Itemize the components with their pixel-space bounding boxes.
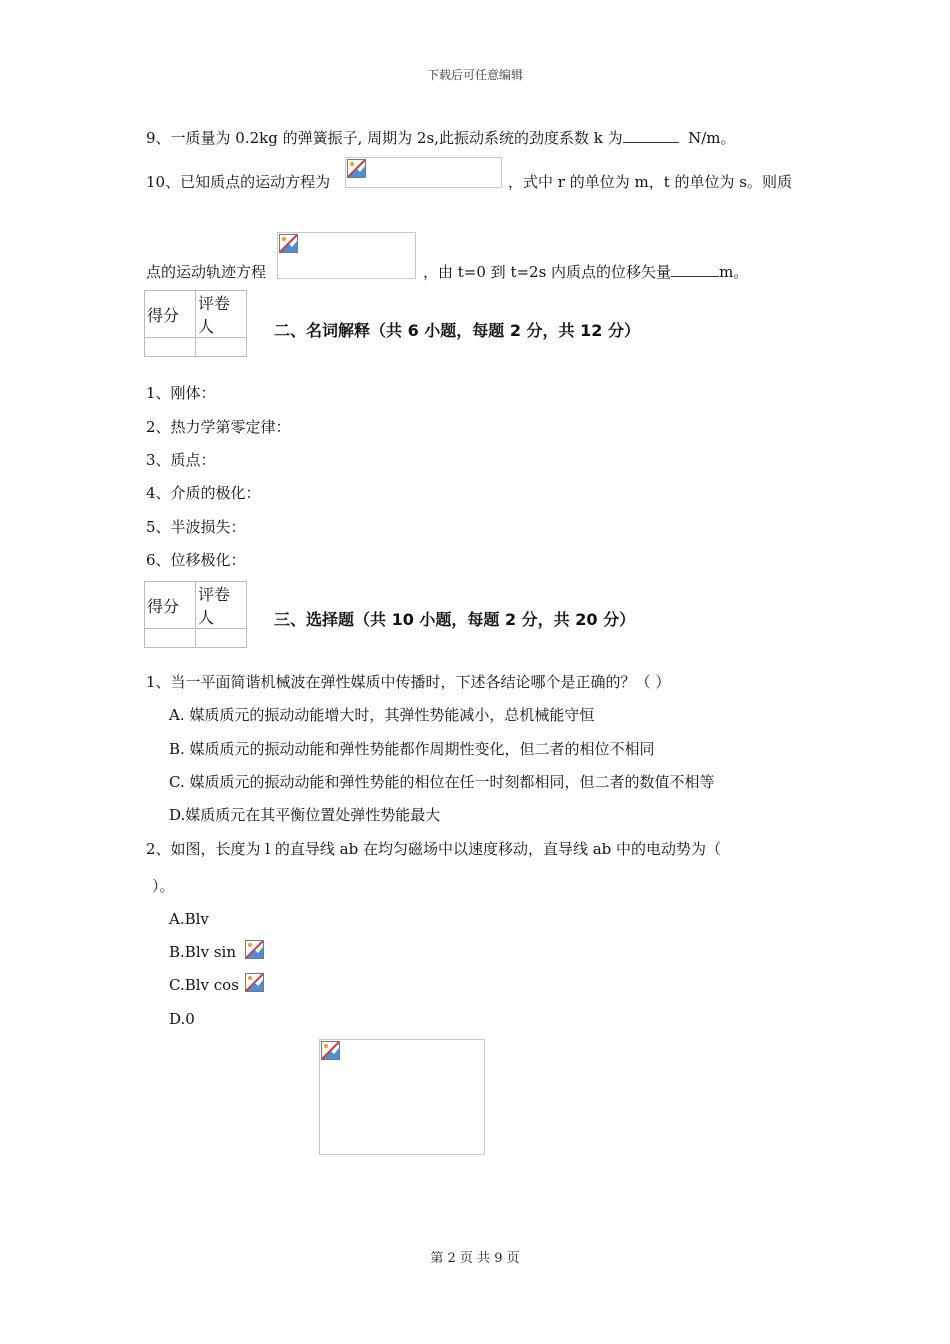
option-b: B. 媒质质元的振动动能和弹性势能都作周期性变化，但二者的相位不相同 xyxy=(169,740,655,758)
page-header: 下载后可任意编辑 xyxy=(426,68,523,82)
grader-label: 评卷人 xyxy=(196,582,247,629)
score-table xyxy=(144,290,247,357)
broken-image-icon xyxy=(321,1041,340,1060)
score-label: 得分 xyxy=(145,291,196,338)
question-10-part2: ，式中 r 的单位为 m，t 的单位为 s。则质 xyxy=(508,173,792,191)
score-label: 得分 xyxy=(145,582,196,629)
broken-image-icon xyxy=(245,973,264,992)
term-item-1: 1、刚体： xyxy=(146,384,216,402)
answer-blank xyxy=(623,128,679,143)
option-a: A.Blv xyxy=(169,910,209,928)
score-cell xyxy=(145,338,196,357)
grader-cell xyxy=(196,629,247,648)
page-footer: 第 2 页 共 9 页 xyxy=(430,1251,520,1266)
choice-question-2-end: ）。 xyxy=(152,877,175,895)
figure-image-frame xyxy=(319,1039,485,1155)
term-item-3: 3、质点： xyxy=(146,451,216,469)
term-item-6: 6、位移极化： xyxy=(146,551,246,569)
question-10-part1: 10、已知质点的运动方程为 xyxy=(146,173,331,191)
question-9-text: 9、一质量为 0.2kg 的弹簧振子, 周期为 2s,此振动系统的劲度系数 k 为 xyxy=(146,129,623,147)
question-10-part5: m。 xyxy=(719,263,749,281)
option-c: C. 媒质质元的振动动能和弹性势能的相位在任一时刻都相同，但二者的数值不相等 xyxy=(169,773,715,791)
question-9-unit: N/m。 xyxy=(688,129,736,147)
term-item-5: 5、半波损失： xyxy=(146,518,246,536)
equation-image-frame xyxy=(345,157,502,188)
score-cell xyxy=(145,629,196,648)
section-3-title: 三、选择题（共 10 小题，每题 2 分，共 20 分） xyxy=(274,610,636,629)
term-item-2: 2、热力学第零定律： xyxy=(146,418,291,436)
broken-image-icon xyxy=(347,159,366,178)
choice-question-1: 1、当一平面简谐机械波在弹性媒质中传播时，下述各结论哪个是正确的？（ ） xyxy=(146,673,671,691)
grader-cell xyxy=(196,338,247,357)
option-d: D.0 xyxy=(169,1010,195,1028)
answer-blank xyxy=(671,262,719,277)
section-2-title: 二、名词解释（共 6 小题，每题 2 分，共 12 分） xyxy=(274,321,640,340)
broken-image-icon xyxy=(245,940,264,959)
question-9 xyxy=(146,128,736,148)
option-c: C.Blv cos xyxy=(169,976,239,994)
option-d: D.媒质质元在其平衡位置处弹性势能最大 xyxy=(169,806,441,824)
question-10-part3: 点的运动轨迹方程 xyxy=(146,263,267,281)
grader-label: 评卷人 xyxy=(196,291,247,338)
option-a: A. 媒质质元的振动动能增大时，其弹性势能减小，总机械能守恒 xyxy=(169,706,595,724)
broken-image-icon xyxy=(279,234,298,253)
score-table xyxy=(144,581,247,648)
option-b: B.Blv sin xyxy=(169,943,237,961)
question-10-line2 xyxy=(423,262,748,282)
term-item-4: 4、介质的极化： xyxy=(146,484,261,502)
choice-question-2: 2、如图，长度为 l 的直导线 ab 在均匀磁场中以速度移动，直导线 ab 中的电动势为（ xyxy=(146,840,722,858)
question-10-part4: ，由 t=0 到 t=2s 内质点的位移矢量 xyxy=(423,263,672,281)
